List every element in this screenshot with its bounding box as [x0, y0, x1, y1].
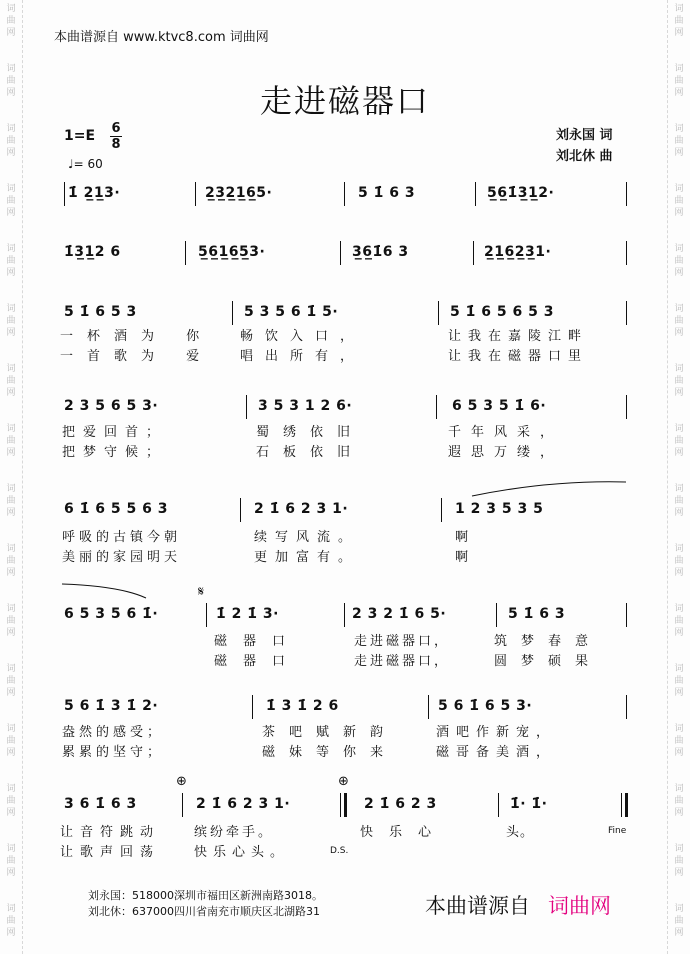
tie-arc: [470, 478, 630, 498]
watermark-char: 网: [6, 388, 16, 398]
lyric: 呼吸的古镇今朝: [62, 530, 182, 545]
watermark-char: 词: [6, 724, 16, 734]
lyric: 磁妹等你来: [262, 745, 398, 760]
measure: 6 1̇ 6 5 5 6 3: [64, 501, 168, 517]
watermark-char: 词: [6, 904, 16, 914]
lyric: 一首歌为 爱: [60, 349, 214, 364]
lyric: 圆梦硕果: [494, 654, 603, 669]
watermark-char: 网: [6, 208, 16, 218]
watermark-char: 网: [674, 568, 684, 578]
brand-text: 本曲谱源自: [425, 894, 530, 918]
watermark-char: 曲: [6, 496, 16, 506]
time-signature-bottom: 8: [111, 137, 121, 152]
watermark-char: 词: [6, 604, 16, 614]
watermark-char: 曲: [674, 736, 684, 746]
left-watermark-strip: [0, 0, 23, 954]
lyric: 美丽的家园明天: [62, 550, 182, 565]
watermark-char: 曲: [6, 196, 16, 206]
watermark-char: 曲: [6, 16, 16, 26]
watermark-char: 曲: [6, 256, 16, 266]
ds-mark: D.S.: [330, 846, 349, 856]
watermark-char: 曲: [6, 916, 16, 926]
watermark-char: 曲: [674, 376, 684, 386]
lyric: 啊: [455, 550, 470, 565]
watermark-char: 曲: [674, 616, 684, 626]
lyric: 千年风采，: [448, 425, 564, 440]
watermark-char: 网: [6, 148, 16, 158]
watermark-char: 曲: [674, 676, 684, 686]
watermark-char: 词: [674, 424, 684, 434]
watermark-char: 曲: [6, 616, 16, 626]
address-line: 刘北休：637000四川省南充市顺庆区北湖路31: [88, 905, 320, 918]
measure: 1̇ 2̲1̲3·: [68, 185, 121, 201]
watermark-char: 词: [6, 4, 16, 14]
watermark-char: 网: [674, 268, 684, 278]
watermark-char: 网: [6, 808, 16, 818]
lyric: 畅饮入口，: [240, 329, 366, 344]
lyric: 让我在嘉陵江畔: [448, 329, 589, 344]
watermark-char: 曲: [6, 76, 16, 86]
watermark-char: 曲: [6, 736, 16, 746]
measure: 5 6 1̇ 6 5 3·: [438, 698, 533, 714]
fine-mark: Fine: [608, 826, 627, 836]
watermark-char: 词: [6, 304, 16, 314]
measure: 3 5 3 1 2 6·: [258, 398, 353, 414]
measure: 1̇· 1̇·: [510, 796, 548, 812]
watermark-char: 网: [6, 328, 16, 338]
watermark-char: 网: [6, 628, 16, 638]
time-signature: [110, 122, 122, 151]
watermark-char: 词: [6, 244, 16, 254]
watermark-char: 曲: [6, 556, 16, 566]
watermark-char: 网: [674, 748, 684, 758]
watermark-char: 网: [6, 928, 16, 938]
watermark-char: 曲: [6, 316, 16, 326]
watermark-char: 网: [674, 868, 684, 878]
song-title: 走进磁器口: [259, 82, 430, 120]
watermark-char: 词: [674, 244, 684, 254]
lyric: 唱出所有，: [240, 349, 366, 364]
measure: 5 1̇ 6 3: [508, 606, 566, 622]
watermark-char: 网: [674, 88, 684, 98]
measure: 1 2 3 5 3 5: [455, 501, 544, 517]
right-watermark-strip: [667, 0, 690, 954]
watermark-char: 词: [674, 364, 684, 374]
tempo-mark: ♩= 60: [68, 157, 103, 171]
watermark-char: 词: [674, 484, 684, 494]
watermark-char: 词: [6, 664, 16, 674]
watermark-char: 网: [6, 508, 16, 518]
segno-mark: 𝄋: [198, 584, 205, 600]
measure: 5 3 5 6 1̇ 5·: [244, 304, 339, 320]
lyric: 让我在磁器口里: [448, 349, 589, 364]
lyric: 蜀绣依旧: [256, 425, 365, 440]
watermark-char: 曲: [6, 436, 16, 446]
measure: 5 1̇ 6 5 6 5 3: [450, 304, 554, 320]
measure: 2 3 2 1̇ 6 5·: [352, 606, 447, 622]
watermark-char: 词: [674, 124, 684, 134]
lyric: 把梦守候；: [62, 445, 168, 460]
watermark-char: 词: [6, 484, 16, 494]
lyric: 筑梦春意: [494, 634, 603, 649]
lyric: 遐思万缕，: [448, 445, 564, 460]
watermark-char: 曲: [6, 856, 16, 866]
watermark-char: 网: [6, 748, 16, 758]
lyric: 续写风流。: [254, 530, 360, 545]
measure: 5 6 1̇ 3 1̇ 2·: [64, 698, 159, 714]
brand-link[interactable]: 词曲网: [548, 894, 611, 918]
lyricist-credit: 刘永国 词: [556, 128, 613, 143]
watermark-char: 曲: [674, 916, 684, 926]
lyric: 走进磁器口，: [354, 634, 451, 649]
watermark-char: 词: [674, 784, 684, 794]
measure: 2̲1̲6̲2̲3̲1·: [484, 244, 552, 260]
coda-mark: ⊕: [338, 774, 349, 789]
lyric: 一杯酒为 你: [60, 329, 214, 344]
watermark-char: 词: [674, 64, 684, 74]
watermark-char: 网: [6, 868, 16, 878]
watermark-char: 曲: [6, 676, 16, 686]
watermark-char: 网: [6, 268, 16, 278]
watermark-char: 网: [674, 28, 684, 38]
watermark-char: 词: [674, 4, 684, 14]
measure: 1̇ 2 1̇ 3·: [216, 606, 279, 622]
watermark-char: 词: [6, 844, 16, 854]
measure: 1̇ 3 1̇ 2 6: [266, 698, 339, 714]
watermark-char: 词: [674, 844, 684, 854]
watermark-char: 词: [674, 184, 684, 194]
watermark-char: 网: [674, 388, 684, 398]
watermark-char: 词: [674, 904, 684, 914]
measure: 5 1̇ 6 3: [358, 185, 416, 201]
measure: 3̲6̲1̇6 3: [352, 244, 409, 260]
watermark-char: 曲: [674, 436, 684, 446]
tie-arc: [60, 580, 150, 600]
lyric: 更加富有。: [254, 550, 360, 565]
lyric: 磁器口: [214, 634, 302, 649]
lyric: 走进磁器口，: [354, 654, 451, 669]
lyric: 让音符跳动: [60, 825, 161, 840]
watermark-char: 网: [6, 28, 16, 38]
watermark-char: 网: [674, 928, 684, 938]
lyric: 头。: [506, 825, 535, 840]
watermark-char: 曲: [674, 316, 684, 326]
watermark-char: 词: [674, 304, 684, 314]
measure: 2 1̇ 6 2 3 1·: [254, 501, 349, 517]
measure: 2 1̇ 6 2 3: [364, 796, 437, 812]
watermark-char: 曲: [674, 256, 684, 266]
measure: 5̲6̲1̲6̲5̲3·: [198, 244, 266, 260]
watermark-char: 网: [674, 508, 684, 518]
composer-credit: 刘北休 曲: [556, 149, 613, 164]
lyric: 快乐心: [360, 825, 448, 840]
measure: 2̲3̲2̲1̲6̲5·: [205, 185, 273, 201]
watermark-char: 网: [674, 448, 684, 458]
lyric: 磁哥备美酒，: [436, 745, 557, 760]
measure: 6 5 3 5 6 1̇·: [64, 606, 159, 622]
watermark-char: 词: [674, 604, 684, 614]
source-text: 本曲谱源自 www.ktvc8.com 词曲网: [54, 30, 269, 45]
footer-addresses: [88, 888, 323, 920]
watermark-char: 词: [674, 544, 684, 554]
watermark-char: 网: [674, 688, 684, 698]
watermark-char: 词: [6, 124, 16, 134]
measure: 2 3 5 6 5 3·: [64, 398, 159, 414]
watermark-char: 曲: [674, 136, 684, 146]
watermark-char: 曲: [674, 556, 684, 566]
watermark-char: 曲: [674, 196, 684, 206]
watermark-char: 词: [6, 544, 16, 554]
address-line: 刘永国：518000深圳市福田区新洲南路3018。: [88, 889, 323, 902]
watermark-char: 网: [674, 808, 684, 818]
watermark-char: 词: [6, 424, 16, 434]
watermark-char: 网: [6, 688, 16, 698]
watermark-char: 词: [6, 184, 16, 194]
measure: 5̲6̲1̇3̲1̲2·: [487, 185, 555, 201]
watermark-char: 词: [6, 784, 16, 794]
watermark-char: 词: [674, 664, 684, 674]
lyric: 盎然的感受；: [62, 725, 165, 740]
measure: 1̇3̲1̲2 6: [64, 244, 121, 260]
watermark-char: 网: [674, 628, 684, 638]
watermark-char: 曲: [674, 496, 684, 506]
lyric: 酒吧作新宠，: [436, 725, 557, 740]
time-signature-top: 6: [111, 121, 121, 136]
watermark-char: 网: [674, 148, 684, 158]
watermark-char: 曲: [6, 376, 16, 386]
watermark-char: 曲: [674, 856, 684, 866]
measure: 3 6 1̇ 6 3: [64, 796, 137, 812]
lyric: 啊: [455, 530, 470, 545]
watermark-char: 曲: [6, 136, 16, 146]
lyric: 缤纷牵手。: [194, 825, 275, 840]
watermark-char: 曲: [674, 76, 684, 86]
watermark-char: 网: [674, 208, 684, 218]
watermark-char: 网: [6, 568, 16, 578]
watermark-char: 网: [6, 448, 16, 458]
brand-banner: [425, 890, 611, 920]
watermark-char: 词: [6, 64, 16, 74]
lyric: 让歌声回荡: [60, 845, 161, 860]
watermark-char: 曲: [6, 796, 16, 806]
lyric: 累累的坚守；: [62, 745, 165, 760]
coda-mark: ⊕: [176, 774, 187, 789]
lyric: 磁器口: [214, 654, 302, 669]
measure: 5 1̇ 6 5 3: [64, 304, 137, 320]
watermark-char: 词: [674, 724, 684, 734]
watermark-char: 网: [6, 88, 16, 98]
watermark-char: 曲: [674, 796, 684, 806]
measure: 2 1̇ 6 2 3 1·: [196, 796, 291, 812]
watermark-char: 网: [674, 328, 684, 338]
lyric: 石板依旧: [256, 445, 365, 460]
lyric: 茶吧赋新韵: [262, 725, 398, 740]
key-signature: 1=E: [64, 128, 96, 144]
lyric: 把爱回首；: [62, 425, 168, 440]
watermark-char: 曲: [674, 16, 684, 26]
lyric: 快乐心头。: [194, 845, 290, 860]
watermark-char: 词: [6, 364, 16, 374]
measure: 6 5 3 5 1̇ 6·: [452, 398, 547, 414]
